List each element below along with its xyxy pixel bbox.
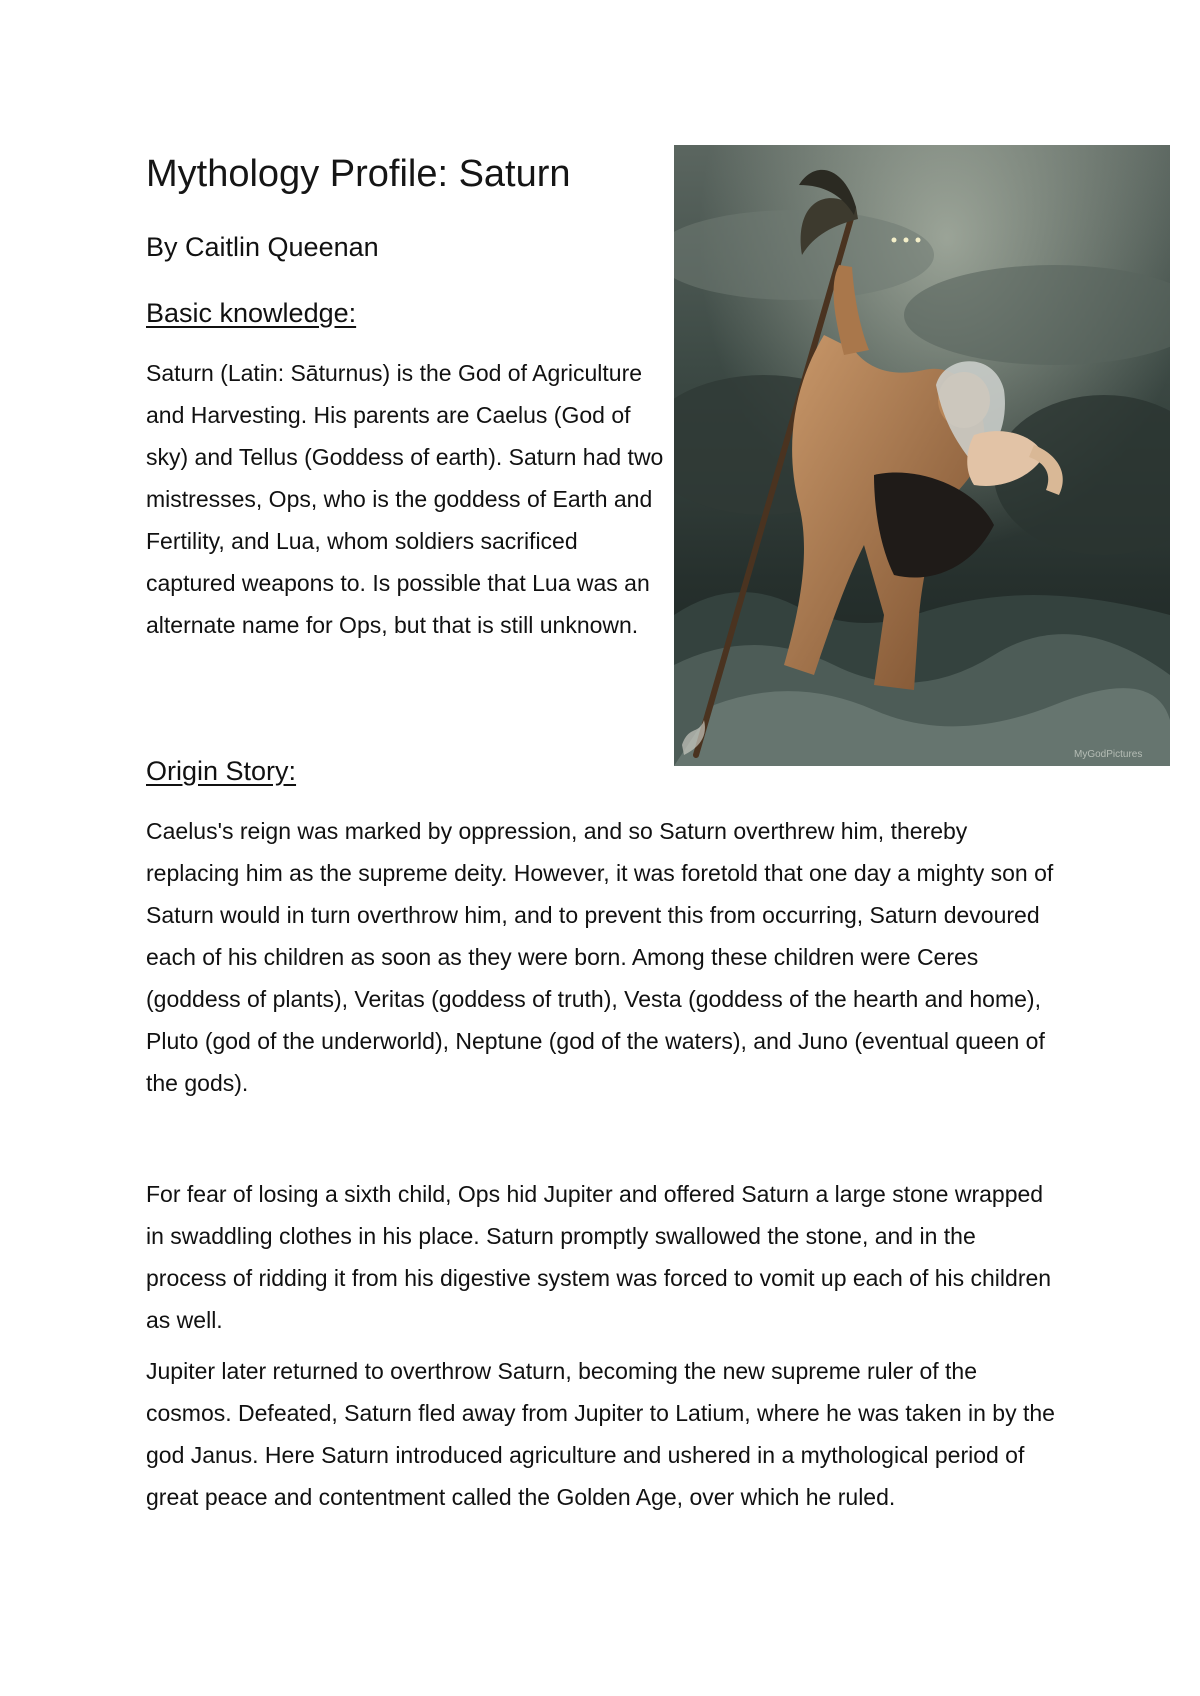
section-heading-origin-story: Origin Story: — [146, 756, 297, 786]
paragraph-origin-2: For fear of losing a sixth child, Ops hid Jupiter and offered Saturn a large stone wrapped in swaddling clothes in his place. Saturn promptly swallowed the stone, and in the process of ridding it from his digestive system was forced to vomit up each of his children as well. — [146, 1181, 1052, 1333]
page-title: Mythology Profile: Saturn — [146, 153, 571, 195]
paragraph-origin-3: Jupiter later returned to overthrow Saturn, becoming the new supreme ruler of the cosmos. Defeated, Saturn fled away from Jupiter to Latium, where he was taken in by the god Janus. Here Saturn introduced agriculture and ushered in a mythological period of great peace and contentment called the Golden Age, over which he ruled. — [146, 1358, 1055, 1510]
saturn-painting-illustration — [674, 145, 1170, 766]
author-line: By Caitlin Queenan — [146, 232, 379, 262]
paragraph-basic-knowledge: Saturn (Latin: Sāturnus) is the God of Agriculture and Harvesting. His parents are Caelus (God of sky) and Tellus (Goddess of earth). Saturn had two mistresses, Ops, who is the goddess of Earth and Fertility, and Lua, whom soldiers sacrificed captured weapons to. Is possible that Lua was an alternate name for Ops, but that is still unknown. — [146, 360, 664, 638]
image-watermark: MyGodPictures — [1074, 749, 1143, 760]
saturn-painting-image — [674, 145, 1170, 766]
section-heading-basic-knowledge: Basic knowledge: — [146, 298, 357, 328]
paragraph-origin-1: Caelus's reign was marked by oppression, and so Saturn overthrew him, thereby replacing him as the supreme deity. However, it was foretold that one day a mighty son of Saturn would in turn overthrow him, and to prevent this from occurring, Saturn devoured each of his children as soon as they were born. Among these children were Ceres (goddess of plants), Veritas (goddess of truth), Vesta (goddess of the hearth and home), Pluto (god of the underworld), Neptune (god of the waters), and Juno (eventual queen of the gods). — [146, 818, 1054, 1096]
